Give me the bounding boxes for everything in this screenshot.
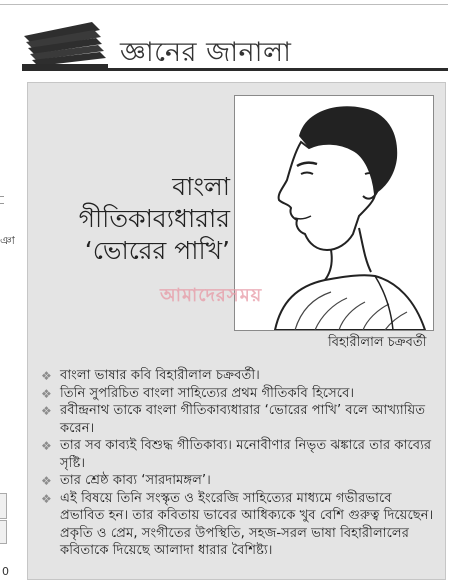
list-item-text: তিনি সুপরিচিত বাংলা সাহিত্যের প্রথম গীতিকবি হিসেবে। [60, 385, 355, 401]
column-box [0, 493, 7, 519]
list-item [40, 472, 440, 490]
column-text-fragment: ঞা [0, 234, 15, 247]
top-rule [0, 4, 448, 5]
article-headline [28, 171, 230, 267]
section-title: জ্ঞানের জানালা [120, 37, 292, 68]
list-item-text: এই বিষয়ে তিনি সংস্কৃত ও ইংরেজি সাহিত্যের মাধ্যমে গভীরভাবে প্রভাবিত হন। তার কবিতায় ভাবের আধিক্যকে খুব বেশি গুরুত্ব দিয়েছেন। প্রকৃতি ও প্রেম, সংগীতের উপস্থিতি, সহজ-সরল ভাষা বিহারীলালের কবিতাকে দিয়েছে আলাদা ধারার বৈশিষ্ট্য। [60, 490, 434, 558]
list-item-text: রবীন্দ্রনাথ তাকে বাংলা গীতিকাব্যধারার ‘ভোরের পাখি’ বলে আখ্যায়িত করেন। [60, 403, 426, 436]
header-rule [22, 68, 448, 71]
article-panel [27, 82, 446, 580]
diamond-bullet-icon: ❖ [41, 439, 52, 453]
headline-line: বাংলা [172, 172, 230, 201]
portrait-illustration [234, 95, 434, 331]
diamond-bullet-icon: ❖ [41, 404, 52, 418]
list-item [40, 437, 440, 472]
list-item [40, 402, 440, 437]
open-book-icon [22, 20, 108, 70]
diamond-bullet-icon: ❖ [41, 474, 52, 488]
column-mark [0, 203, 4, 204]
portrait-sketch [235, 96, 433, 330]
diamond-bullet-icon: ❖ [41, 491, 52, 506]
adjacent-column-edge [0, 0, 15, 588]
column-box [0, 520, 7, 544]
list-item [40, 367, 440, 385]
watermark: আমাদেরসময় [160, 285, 263, 306]
column-mark [0, 196, 4, 197]
portrait-caption: বিহারীলাল চক্রবর্তী [328, 335, 427, 350]
diamond-bullet-icon: ❖ [41, 386, 52, 401]
headline-line: গীতিকাব্যধারার [78, 204, 230, 233]
diamond-bullet-icon: ❖ [41, 369, 52, 383]
list-item [40, 385, 440, 403]
section-header [22, 18, 448, 80]
fact-list [40, 367, 440, 560]
headline-line: ‘ভোরের পাখি’ [84, 236, 230, 265]
list-item-text: বাংলা ভাষার কবি বিহারীলাল চক্রবর্তী। [60, 368, 260, 383]
list-item-text: তার সব কাব্যই বিশুদ্ধ গীতিকাব্য। মনোবীণার নিভৃত ঝঙ্কারে তার কাব্যের সৃষ্টি। [60, 438, 432, 471]
column-text-fragment: 0 [2, 565, 9, 578]
list-item-text: তার শ্রেষ্ঠ কাব্য ‘সারদামঙ্গল’। [60, 473, 211, 488]
list-item [40, 490, 440, 560]
